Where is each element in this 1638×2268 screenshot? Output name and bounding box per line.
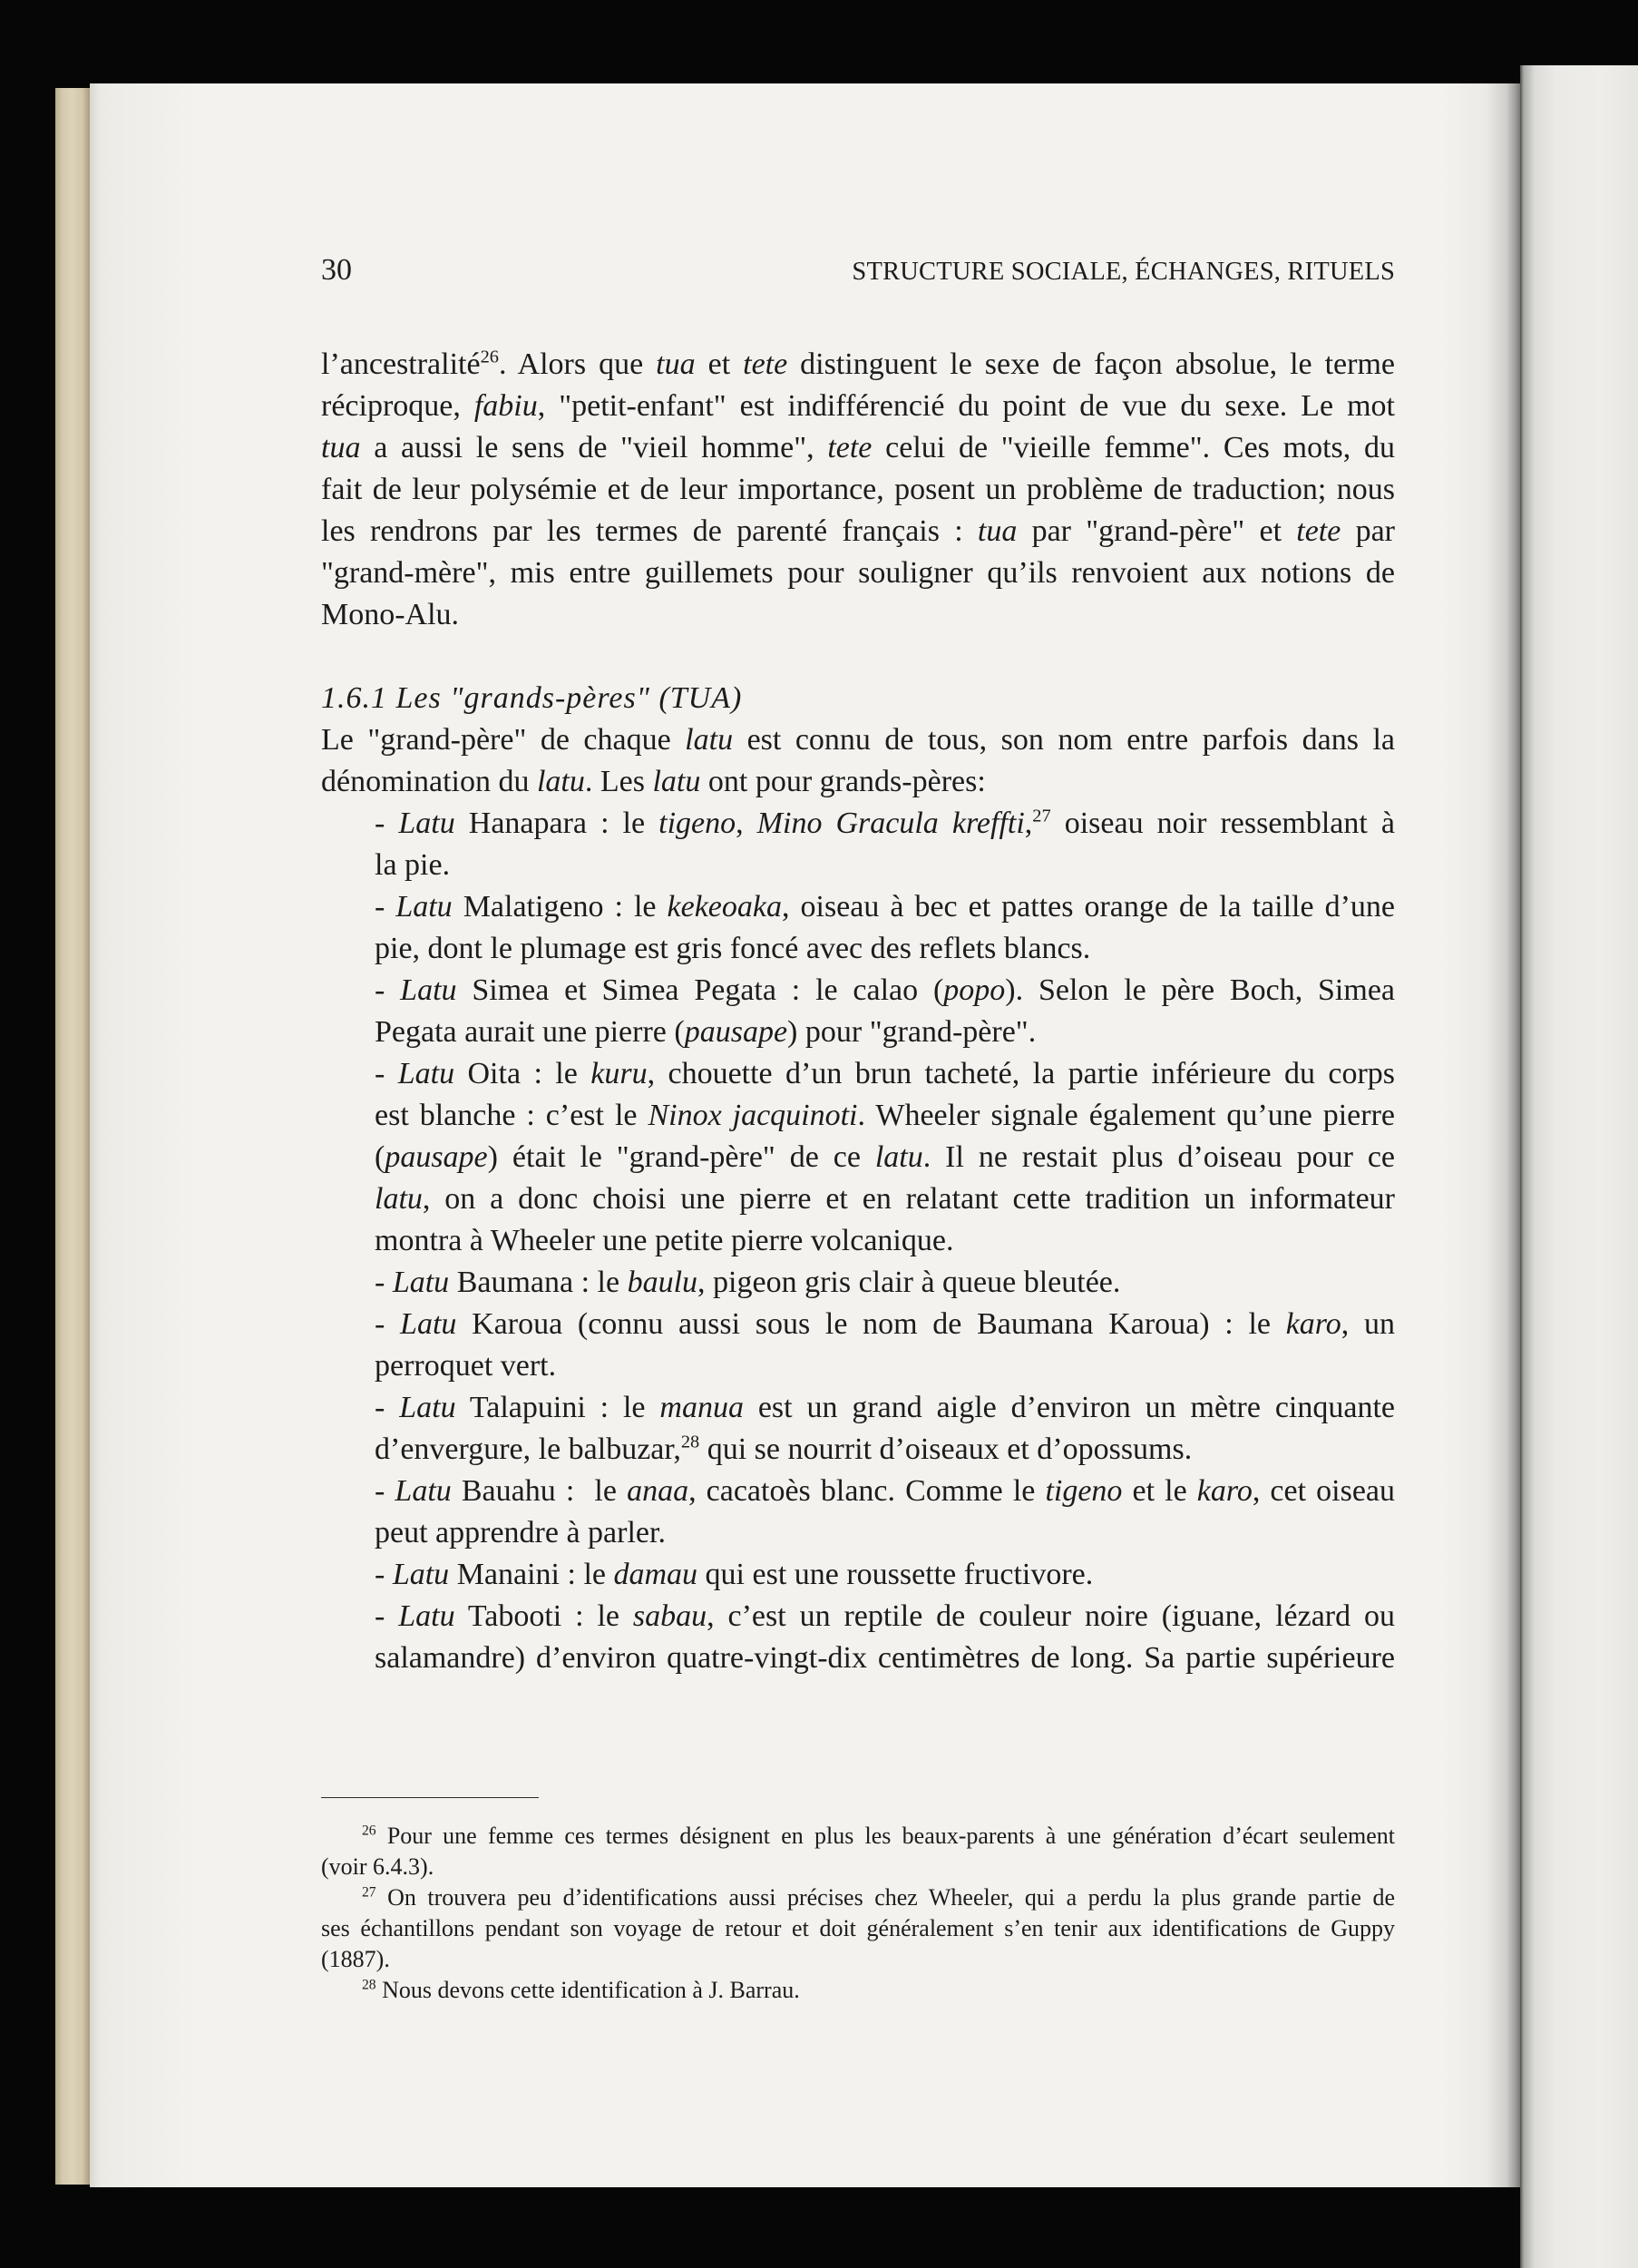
- footnote-line: [362, 1975, 1395, 2006]
- italic-text: tete: [1296, 514, 1341, 548]
- running-title: STRUCTURE SOCIALE, ÉCHANGES, RITUELS: [852, 258, 1395, 286]
- line-content: [375, 1432, 1192, 1466]
- line-content: [321, 681, 742, 715]
- list-item: [321, 970, 1395, 1053]
- section-heading: [321, 678, 1395, 719]
- text-run: Karoua (connu aussi sous le nom de Baumana Karoua) : le: [456, 1307, 1286, 1341]
- line-content: [321, 1853, 434, 1880]
- line-content: [375, 932, 1090, 965]
- text-run: Pour une femme ces termes désignent en plus les beaux-parents à une génération d’écart seulement: [375, 1823, 1395, 1849]
- heading-line: [321, 678, 1395, 719]
- italic-text: 1.6.1 Les "grands-pères" (TUA): [321, 681, 743, 715]
- italic-text: pausape: [385, 1140, 488, 1174]
- page-edge-stack: [55, 88, 90, 2185]
- italic-text: tigeno: [1045, 1474, 1123, 1508]
- text-run: Nous devons cette identification à J. Barrau.: [375, 1977, 800, 2003]
- text-run: , cet oiseau: [1252, 1474, 1396, 1508]
- italic-text: Latu: [397, 1057, 455, 1090]
- line-content: [362, 1823, 1395, 1849]
- footnote-line: [321, 1913, 1395, 1944]
- text-run: -: [375, 1266, 393, 1299]
- text-line: [321, 427, 1395, 469]
- line-content: [321, 598, 459, 631]
- text-line: [375, 1345, 1395, 1387]
- text-run: . Il ne restait plus d’oiseau pour ce: [922, 1140, 1395, 1174]
- text-line: [321, 511, 1395, 552]
- text-run: (voir 6.4.3).: [321, 1853, 434, 1880]
- text-run: -: [375, 890, 396, 924]
- italic-text: Latu: [400, 1307, 457, 1341]
- grandfather-list: [321, 803, 1395, 1679]
- italic-text: latu: [874, 1140, 923, 1174]
- text-run: qui se nourrit d’oiseaux et d’opossums.: [699, 1432, 1193, 1466]
- text-line: [375, 1012, 1395, 1053]
- italic-text: baulu: [627, 1266, 698, 1299]
- text-line: [321, 469, 1395, 511]
- text-run: ,: [1024, 807, 1033, 840]
- running-head: [321, 249, 1395, 291]
- text-run: Manaini : le: [449, 1558, 614, 1591]
- line-content: [321, 431, 1395, 464]
- italic-text: popo: [943, 973, 1006, 1007]
- footnote: [321, 1821, 1395, 1882]
- lead-paragraph: [321, 719, 1395, 803]
- text-line: [375, 1637, 1395, 1679]
- text-run: est un grand aigle d’environ un mètre cinquante: [743, 1391, 1396, 1424]
- footnote-line: [321, 1944, 1395, 1975]
- text-run: . Wheeler signale également qu’une pierre: [857, 1099, 1396, 1132]
- line-content: [321, 723, 1395, 757]
- italic-text: latu: [375, 1182, 423, 1216]
- italic-text: anaa: [627, 1474, 689, 1508]
- list-item: [321, 1554, 1395, 1596]
- text-run: pie, dont le plumage est gris foncé avec des reflets blancs.: [375, 932, 1091, 965]
- text-run: (1887).: [321, 1946, 390, 1972]
- italic-text: tigeno: [658, 807, 736, 840]
- text-run: réciproque,: [321, 389, 474, 423]
- italic-text: tua: [977, 514, 1018, 548]
- text-run: "grand-mère", mis entre guillemets pour souligner qu’ils renvoient aux notions de: [321, 556, 1395, 590]
- text-line: [375, 970, 1395, 1012]
- text-run: ) était le "grand-père" de ce: [487, 1140, 875, 1174]
- italic-text: Ninox jacquinoti: [648, 1099, 858, 1132]
- text-line: [375, 1596, 1395, 1637]
- text-run: On trouvera peu d’identifications aussi précises chez Wheeler, qui a perdu la plus grande partie de: [375, 1884, 1395, 1911]
- list-item: [321, 1304, 1395, 1387]
- text-line: [375, 1095, 1395, 1137]
- text-run: et le: [1122, 1474, 1197, 1508]
- line-content: [321, 556, 1395, 590]
- footnote-reference: 28: [680, 1432, 700, 1452]
- italic-text: Latu: [399, 1391, 456, 1424]
- footnote-reference: 27: [1032, 806, 1051, 826]
- line-content: [375, 1599, 1395, 1633]
- text-run: Le "grand-père" de chaque: [321, 723, 686, 757]
- list-item: [321, 803, 1395, 886]
- italic-text: tete: [743, 347, 788, 381]
- text-line: [375, 928, 1395, 970]
- text-line: [375, 1554, 1395, 1596]
- italic-text: tete: [827, 431, 873, 464]
- italic-text: Latu: [392, 1266, 450, 1299]
- list-item: [321, 1387, 1395, 1471]
- italic-text: tua: [321, 431, 361, 464]
- text-line: [375, 1387, 1395, 1429]
- text-line: [375, 1512, 1395, 1554]
- line-content: [321, 514, 1395, 548]
- italic-text: damau: [613, 1558, 698, 1591]
- text-run: ). Selon le père Boch, Simea: [1005, 973, 1395, 1007]
- text-run: l’ancestralité: [321, 347, 481, 381]
- text-run: perroquet vert.: [375, 1349, 557, 1383]
- text-run: qui est une roussette fructivore.: [697, 1558, 1094, 1591]
- book-page: [90, 83, 1520, 2187]
- footnote-reference: 28: [362, 1977, 376, 1993]
- text-run: -: [375, 1057, 398, 1090]
- footnote-line: [362, 1821, 1395, 1852]
- line-content: [375, 1015, 1036, 1049]
- line-content: [362, 1884, 1395, 1911]
- text-line: [321, 761, 1395, 803]
- text-line: [375, 886, 1395, 928]
- text-run: (: [375, 1140, 385, 1174]
- italic-text: kuru: [590, 1057, 648, 1090]
- text-run: est blanche : c’est le: [375, 1099, 648, 1132]
- footnote-reference: 26: [362, 1823, 376, 1839]
- text-line: [375, 803, 1395, 845]
- line-content: [321, 765, 986, 798]
- text-run: -: [375, 1558, 393, 1591]
- text-line: [375, 1220, 1395, 1262]
- text-run: . Alors que: [498, 347, 657, 381]
- text-run: Bauahu : le: [451, 1474, 628, 1508]
- text-run: -: [375, 1391, 400, 1424]
- footnote-line: [362, 1882, 1395, 1913]
- text-run: les rendrons par les termes de parenté français :: [321, 514, 978, 548]
- italic-text: Mino Gracula kreffti: [756, 807, 1025, 840]
- line-content: [375, 973, 1395, 1007]
- italic-text: pausape: [684, 1015, 788, 1049]
- text-run: par: [1341, 514, 1395, 548]
- text-line: [375, 1137, 1395, 1178]
- line-content: [375, 1391, 1395, 1424]
- line-content: [375, 1224, 953, 1257]
- main-text: [321, 344, 1395, 1679]
- line-content: [375, 1099, 1395, 1132]
- text-run: , pigeon gris clair à queue bleutée.: [697, 1266, 1121, 1299]
- text-run: -: [375, 973, 401, 1007]
- italic-text: Latu: [395, 890, 453, 924]
- text-run: d’envergure, le balbuzar,: [375, 1432, 681, 1466]
- line-content: [375, 1140, 1395, 1174]
- text-run: et: [695, 347, 744, 381]
- text-run: -: [375, 1307, 401, 1341]
- text-run: la pie.: [375, 848, 451, 882]
- text-run: , on a donc choisi une pierre et en relatant cette tradition un informateur: [422, 1182, 1395, 1216]
- footnote-reference: 27: [362, 1884, 376, 1901]
- line-content: [375, 1266, 1120, 1299]
- italic-text: Latu: [395, 1474, 452, 1508]
- italic-text: Latu: [398, 1599, 455, 1633]
- italic-text: Latu: [392, 1558, 450, 1591]
- line-content: [375, 1641, 1395, 1675]
- text-run: fait de leur polysémie et de leur importance, posent un problème de traduction; nous: [321, 473, 1395, 506]
- text-run: Oita : le: [454, 1057, 591, 1090]
- line-content: [375, 807, 1395, 840]
- footnote-reference: 26: [480, 347, 499, 367]
- facing-page-edge: [1520, 65, 1638, 2268]
- text-run: -: [375, 1599, 399, 1633]
- text-run: distinguent le sexe de façon absolue, le terme: [787, 347, 1395, 381]
- italic-text: fabiu: [473, 389, 538, 423]
- italic-text: manua: [659, 1391, 744, 1424]
- text-line: [375, 1429, 1395, 1471]
- text-run: Pegata aurait une pierre (: [375, 1015, 685, 1049]
- list-item: [321, 1053, 1395, 1262]
- line-content: [321, 347, 1395, 381]
- footnote: [321, 1882, 1395, 1975]
- line-content: [375, 1182, 1395, 1216]
- text-line: [375, 1304, 1395, 1345]
- text-line: [321, 719, 1395, 761]
- italic-text: sabau: [632, 1599, 707, 1633]
- text-run: , "petit-enfant" est indifférencié du point de vue du sexe. Le mot: [537, 389, 1395, 423]
- text-line: [375, 845, 1395, 886]
- italic-text: tua: [656, 347, 696, 381]
- text-run: -: [375, 807, 399, 840]
- text-run: ses échantillons pendant son voyage de retour et doit généralement s’en tenir aux identifications de Guppy: [321, 1915, 1395, 1941]
- line-content: [375, 1307, 1395, 1341]
- list-item: [321, 1596, 1395, 1679]
- text-run: , c’est un reptile de couleur noire (iguane, lézard ou: [707, 1599, 1396, 1633]
- text-run: celui de "vieille femme". Ces mots, du: [872, 431, 1395, 464]
- italic-text: Latu: [400, 973, 457, 1007]
- text-run: oiseau noir ressemblant à: [1050, 807, 1395, 840]
- text-run: Hanapara : le: [454, 807, 659, 840]
- italic-text: kekeoaka: [667, 890, 782, 924]
- line-content: [375, 1057, 1395, 1090]
- intro-paragraph: [321, 344, 1395, 636]
- line-content: [321, 473, 1395, 506]
- text-line: [375, 1178, 1395, 1220]
- page-number: 30: [321, 253, 352, 287]
- line-content: [375, 848, 450, 882]
- list-item: [321, 1471, 1395, 1554]
- list-item: [321, 886, 1395, 970]
- text-line: [321, 552, 1395, 594]
- line-content: [375, 890, 1395, 924]
- text-run: par "grand-père" et: [1017, 514, 1297, 548]
- text-run: ) pour "grand-père".: [787, 1015, 1037, 1049]
- text-line: [321, 344, 1395, 386]
- text-run: ,: [736, 807, 757, 840]
- text-run: peut apprendre à parler.: [375, 1516, 666, 1549]
- text-run: est connu de tous, son nom entre parfois dans la: [733, 723, 1395, 757]
- italic-text: latu: [652, 765, 701, 798]
- list-item: [321, 1262, 1395, 1304]
- footnote-rule: [321, 1797, 539, 1798]
- footnotes: [321, 1821, 1395, 2006]
- italic-text: karo: [1285, 1307, 1341, 1341]
- text-run: salamandre) d’environ quatre-vingt-dix centimètres de long. Sa partie supérieure: [375, 1641, 1395, 1675]
- text-run: Baumana : le: [449, 1266, 628, 1299]
- italic-text: latu: [536, 765, 585, 798]
- text-run: montra à Wheeler une petite pierre volcanique.: [375, 1224, 954, 1257]
- text-run: Simea et Simea Pegata : le calao (: [456, 973, 944, 1007]
- line-content: [321, 1915, 1395, 1941]
- text-run: Malatigeno : le: [452, 890, 668, 924]
- text-run: , cacatoès blanc. Comme le: [688, 1474, 1046, 1508]
- text-run: Talapuini : le: [455, 1391, 660, 1424]
- line-content: [321, 389, 1395, 423]
- line-content: [362, 1977, 800, 2003]
- text-line: [321, 594, 1395, 636]
- text-line: [321, 386, 1395, 427]
- text-line: [375, 1471, 1395, 1512]
- text-run: , chouette d’un brun tacheté, la partie inférieure du corps: [647, 1057, 1395, 1090]
- text-run: , un: [1341, 1307, 1395, 1341]
- text-run: Mono-Alu.: [321, 598, 460, 631]
- line-content: [375, 1349, 556, 1383]
- footnote-line: [321, 1852, 1395, 1882]
- text-line: [375, 1262, 1395, 1304]
- text-run: , oiseau à bec et pattes orange de la taille d’une: [782, 890, 1395, 924]
- line-content: [375, 1516, 666, 1549]
- line-content: [375, 1474, 1395, 1508]
- text-run: . Les: [584, 765, 653, 798]
- text-run: dénomination du: [321, 765, 537, 798]
- line-content: [375, 1558, 1093, 1591]
- italic-text: Latu: [398, 807, 455, 840]
- text-run: ont pour grands-pères:: [700, 765, 986, 798]
- italic-text: latu: [685, 723, 734, 757]
- italic-text: karo: [1196, 1474, 1253, 1508]
- line-content: [321, 1946, 390, 1972]
- text-run: a aussi le sens de "vieil homme",: [360, 431, 828, 464]
- text-line: [375, 1053, 1395, 1095]
- footnote: [321, 1975, 1395, 2006]
- text-run: Tabooti : le: [454, 1599, 633, 1633]
- text-run: -: [375, 1474, 395, 1508]
